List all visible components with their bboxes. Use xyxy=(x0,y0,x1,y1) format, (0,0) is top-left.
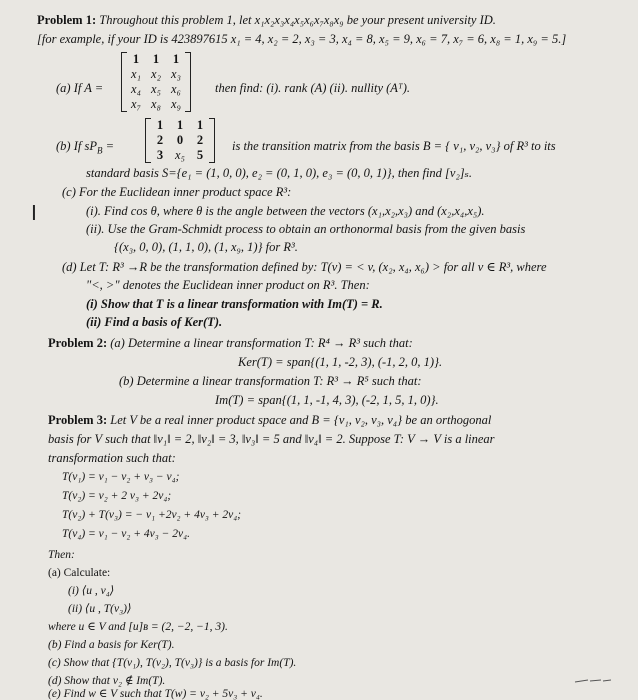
part-d-ii: (ii) Find a basis of Ker(T). xyxy=(86,315,223,329)
matrix-cell: x₂ xyxy=(151,67,161,81)
equation-4: T(v₄) = v₁ − v₂ + 4v₃ − 2v₄. xyxy=(62,528,190,540)
part-a-label: (a) If A = xyxy=(56,81,104,95)
matrix-cell: 1 xyxy=(152,52,160,66)
problem3-then: Then: xyxy=(48,549,75,561)
problem1-title: Problem 1: xyxy=(37,13,97,27)
matrix-cell: 5 xyxy=(196,148,204,162)
matrix-cell: x₁ xyxy=(131,67,141,81)
matrix-row xyxy=(150,118,210,133)
problem3-title: Problem 3: xyxy=(48,413,108,427)
problem3-a-i: (i) ⟨u , v₄⟩ xyxy=(68,585,115,597)
matrix-a xyxy=(121,52,191,112)
matrix-cell: 1 xyxy=(156,118,164,132)
problem2-title: Problem 2: xyxy=(48,336,108,350)
matrix-cell: x₆ xyxy=(171,82,181,96)
problem3-intro-text: Let V be a real inner product space and B = {v₁, v₂, v₃, v₄} be an orthogonal xyxy=(107,413,492,427)
equation-2: T(v₂) = v₂ + 2 v₃ + 2v₄; xyxy=(62,490,172,502)
matrix-cell: x₉ xyxy=(171,97,181,111)
matrix-cell: 1 xyxy=(132,52,140,66)
problem3-a: (a) Calculate: xyxy=(48,567,111,579)
part-b-label xyxy=(56,139,114,159)
part-b-question: is the transition matrix from the basis B = { v₁, v₂, v₃} of R³ to its xyxy=(232,139,556,153)
matrix-row xyxy=(126,52,186,67)
part-b-label-subscript: B xyxy=(96,145,103,156)
part-d-text: "<, >" denotes the Euclidean inner product on R³. Then: xyxy=(86,278,370,292)
problem2-a-kernel: Ker(T) = span{(1, 1, -2, 3), (-1, 2, 0, 1)}. xyxy=(238,355,443,369)
problem3-e: (e) Find w ∈ V such that T(w) = v₂ + 5v₃ + v₄. xyxy=(48,688,263,700)
part-b-label-text: (b) If sP xyxy=(56,139,97,153)
matrix-row xyxy=(150,148,210,163)
problem3-intro-3: transformation such that: xyxy=(48,451,176,465)
problem2-intro xyxy=(48,336,413,351)
problem3-where: where u ∈ V and [u]ʙ = (2, −2, −1, 3). xyxy=(48,621,228,633)
matrix-cell: x₇ xyxy=(131,97,141,111)
part-c-i: (i). Find cos θ, where θ is the angle between the vectors (x₁,x₂,x₃) and (x₂,x₄,x₅). xyxy=(86,204,485,218)
part-c-ii-basis: {(x₃, 0, 0), (1, 1, 0), (1, x₉, 1)} for R³. xyxy=(114,240,298,254)
problem2-b-image: Im(T) = span{(1, 1, -1, 4, 3), (-2, 1, 5, 1, 0)}. xyxy=(215,393,439,407)
part-b-question-cont: standard basis S={e₁ = (1, 0, 0), e₂ = (0, 1, 0), e₃ = (0, 0, 1)}, then find [v₂]ₛ. xyxy=(86,166,473,180)
equation-1: T(v₁) = v₁ − v₂ + v₃ − v₄; xyxy=(62,471,180,483)
problem1-intro-text: Throughout this problem 1, let x₁x₂x₃x₄x₅x₆x₇x₈x₉ be your present university ID. xyxy=(96,13,496,27)
matrix-cell: x₄ xyxy=(131,82,141,96)
text-cursor-icon: I xyxy=(31,201,37,225)
matrix-cell: 2 xyxy=(156,133,164,147)
problem2-b: (b) Determine a linear transformation T: R³ → R⁵ such that: xyxy=(119,374,422,388)
matrix-row xyxy=(126,67,186,82)
problem1-intro xyxy=(37,13,496,28)
pen-scribble-icon xyxy=(574,676,612,686)
problem3-c: (c) Show that {T(v₁), T(v₂), T(v₃)} is a basis for Im(T). xyxy=(48,657,297,669)
problem1-example: [for example, if your ID is 423897615 x₁ = 4, x₂ = 2, x₃ = 3, x₄ = 8, x₅ = 9, x₆ = 7, x₇ = 6, x₈ = 1, x₉ = 5.] xyxy=(37,32,567,46)
problem3-a-ii: (ii) ⟨u , T(v₃)⟩ xyxy=(68,603,132,615)
problem3-intro xyxy=(48,413,491,428)
problem3-d: (d) Show that v₂ ∉ Im(T). xyxy=(48,675,166,687)
matrix-cell: 1 xyxy=(172,52,180,66)
matrix-row xyxy=(150,133,210,148)
problem3-intro-2: basis for V such that ‖v₁‖ = 2, ‖v₂‖ = 3, ‖v₃‖ = 5 and ‖v₄‖ = 2. Suppose T: V → V is a linear xyxy=(48,432,495,446)
matrix-cell: x₃ xyxy=(171,67,181,81)
matrix-cell: x₈ xyxy=(151,97,161,111)
part-c-ii: (ii). Use the Gram-Schmidt process to obtain an orthonormal basis from the given basis xyxy=(86,222,526,236)
matrix-cell: 2 xyxy=(196,133,204,147)
matrix-cell: x₅ xyxy=(175,148,185,162)
part-a-question: then find: (i). rank (A) (ii). nullity (Aᵀ). xyxy=(215,81,411,95)
part-d-label: (d) Let T: R³ →R be the transformation defined by: T(v) = < v, (x₂, x₄, x₆) > for all v ∈ R³, where xyxy=(62,260,547,274)
part-d-i: (i) Show that T is a linear transformation with Im(T) = R. xyxy=(86,297,383,311)
equation-3: T(v₂) + T(v₃) = − v₁ +2v₂ + 4v₃ + 2v₄; xyxy=(62,509,242,521)
problem2-a: (a) Determine a linear transformation T: R⁴ → R³ such that: xyxy=(107,336,413,350)
problem3-b: (b) Find a basis for Ker(T). xyxy=(48,639,175,651)
matrix-cell: 1 xyxy=(196,118,204,132)
part-b-label-equals: = xyxy=(102,139,115,153)
matrix-cell: 3 xyxy=(156,148,164,162)
matrix-p xyxy=(145,118,215,163)
part-c-label: (c) For the Euclidean inner product space R³: xyxy=(62,185,292,199)
matrix-cell: x₅ xyxy=(151,82,161,96)
matrix-cell: 0 xyxy=(176,133,184,147)
matrix-cell: 1 xyxy=(176,118,184,132)
matrix-row xyxy=(126,97,186,112)
matrix-row xyxy=(126,82,186,97)
